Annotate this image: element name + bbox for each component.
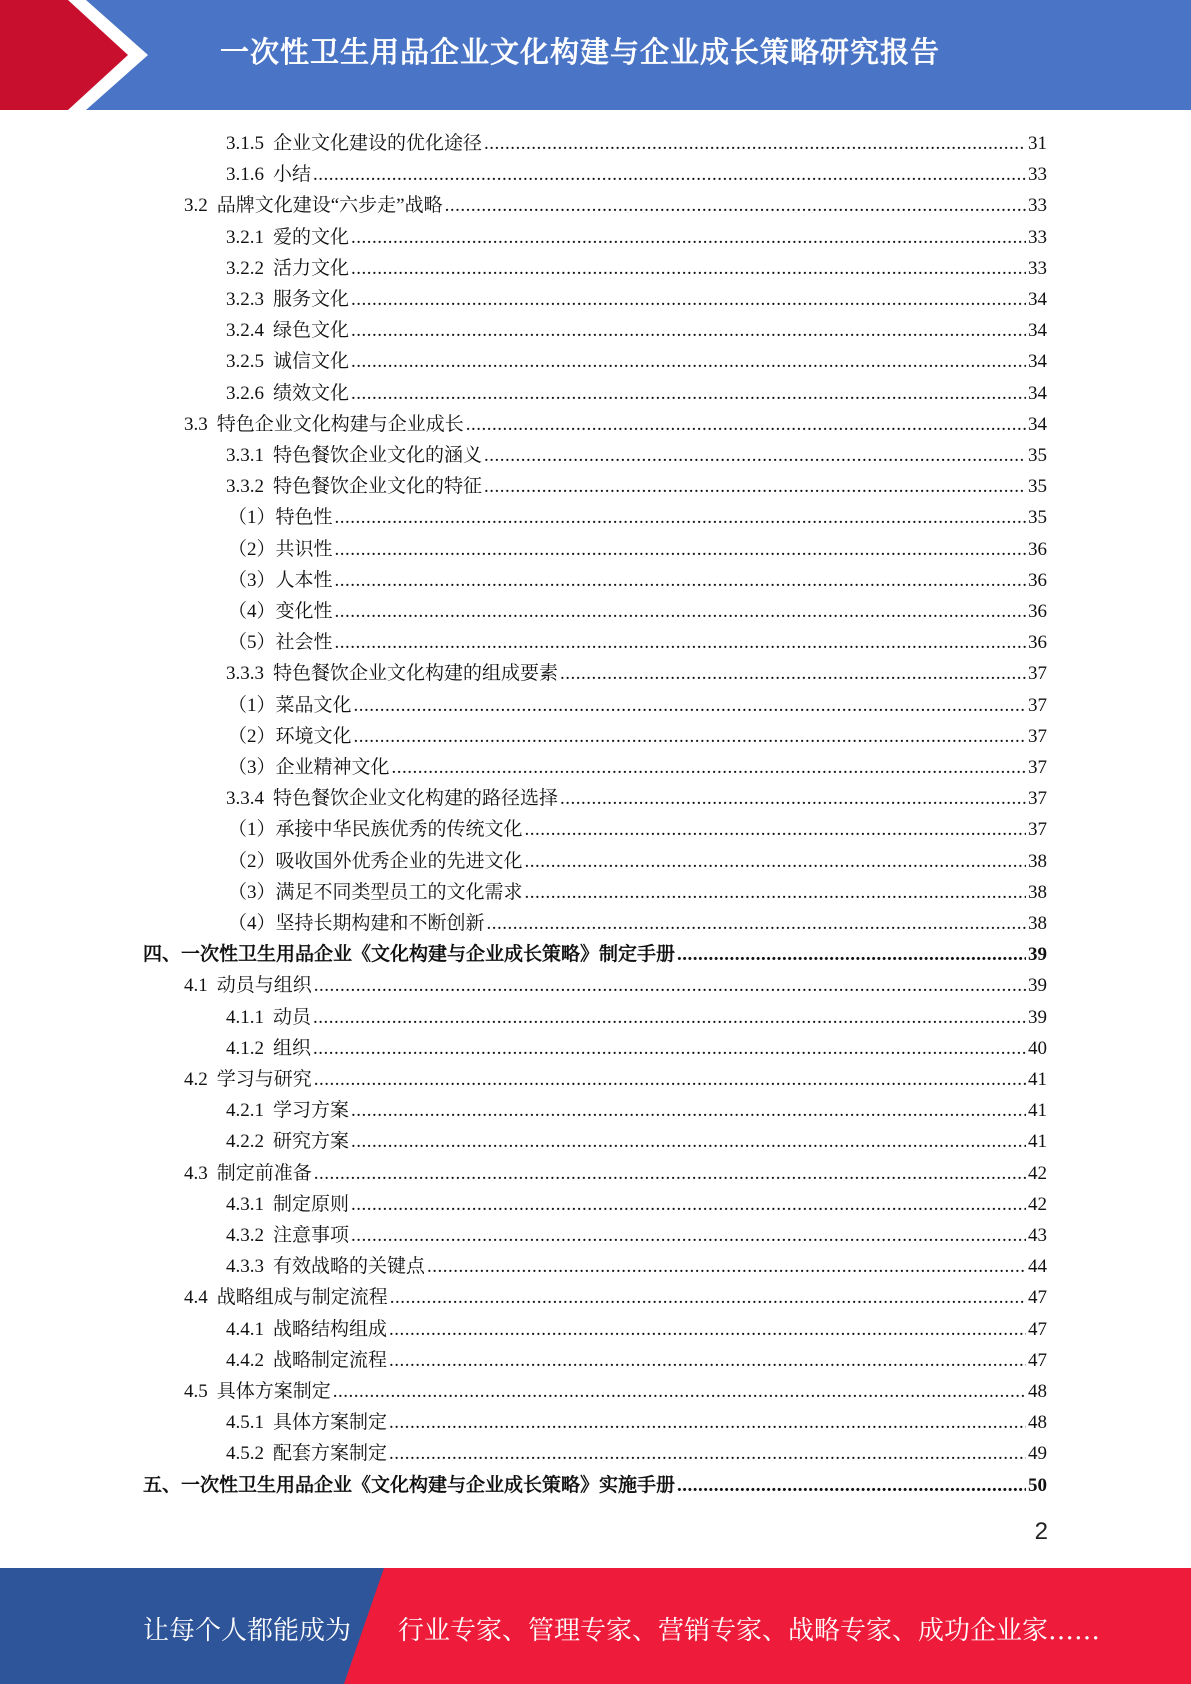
toc-entry[interactable]: [184, 1376, 1047, 1407]
toc-entry-number: 3.2.2: [226, 257, 264, 279]
toc-entry-page: 41: [1028, 1069, 1047, 1090]
toc-entry-number: 4.4: [184, 1287, 208, 1309]
toc-entry-page: 38: [1028, 850, 1047, 872]
toc-entry-title: 特色餐饮企业文化构建的路径选择: [273, 788, 559, 810]
toc-entry[interactable]: [143, 939, 1047, 970]
toc-dot-leader: [677, 939, 1026, 970]
toc-entry-title: （1）承接中华民族优秀的传统文化: [228, 819, 523, 841]
toc-entry[interactable]: [228, 877, 1047, 908]
toc-entry[interactable]: [226, 1126, 1047, 1157]
toc-entry-page: 34: [1028, 413, 1047, 435]
toc-entry-title: 具体方案制定: [216, 1381, 331, 1402]
toc-entry-page: 33: [1028, 257, 1047, 279]
toc-dot-leader: [389, 1345, 1026, 1376]
toc-entry-title: 小结: [273, 164, 312, 186]
toc-dot-leader: [333, 1376, 1026, 1407]
toc-entry-page: 38: [1028, 881, 1047, 903]
toc-entry-page: 48: [1028, 1381, 1047, 1402]
toc-dot-leader: [484, 471, 1026, 502]
toc-entry-number: 4.4.2: [226, 1349, 264, 1371]
toc-entry-number: 4.5.1: [226, 1412, 264, 1434]
toc-entry-page: 36: [1028, 632, 1047, 654]
toc-entry-page: 35: [1028, 445, 1047, 466]
toc-entry-title: 学习与研究: [216, 1069, 312, 1090]
toc-entry-page: 42: [1028, 1193, 1047, 1215]
toc-entry-number: 3.2.6: [226, 382, 264, 404]
footer-slogan-left: 让每个人都能成为: [143, 1616, 352, 1646]
toc-dot-leader: [314, 1158, 1026, 1189]
toc-entry-page: 31: [1028, 133, 1047, 154]
toc-entry[interactable]: [184, 190, 1047, 221]
toc-entry-page: 41: [1028, 1131, 1047, 1153]
toc-dot-leader: [484, 128, 1026, 159]
toc-entry-number: 3.2.3: [226, 289, 264, 310]
toc-entry-title: （1）特色性: [228, 507, 333, 529]
toc-entry-title: （2）吸收国外优秀企业的先进文化: [228, 850, 523, 872]
toc-entry-title: 学习方案: [273, 1100, 350, 1122]
toc-entry-number: 3.1.6: [226, 164, 264, 186]
toc-dot-leader: [389, 1407, 1026, 1438]
toc-entry-number: 3.3: [184, 413, 208, 435]
toc-entry[interactable]: [226, 222, 1047, 253]
toc-entry-title: 绩效文化: [273, 382, 350, 404]
toc-dot-leader: [314, 970, 1026, 1001]
toc-dot-leader: [560, 783, 1026, 814]
toc-entry-page: 47: [1028, 1318, 1047, 1340]
toc-dot-leader: [335, 502, 1026, 533]
toc-entry-number: 4.3: [184, 1162, 208, 1184]
toc-dot-leader: [525, 877, 1026, 908]
toc-entry-title: （2）共识性: [228, 538, 333, 560]
toc-dot-leader: [560, 658, 1026, 689]
toc-entry-page: 44: [1028, 1256, 1047, 1278]
toc-entry-page: 39: [1028, 1006, 1047, 1028]
toc-entry-number: 4.2.1: [226, 1100, 264, 1122]
toc-dot-leader: [351, 378, 1026, 409]
toc-entry[interactable]: [184, 409, 1047, 440]
toc-entry-title: 绿色文化: [273, 320, 350, 342]
toc-dot-leader: [354, 721, 1026, 752]
toc-entry-title: 具体方案制定: [273, 1412, 388, 1434]
toc-entry[interactable]: [228, 534, 1047, 565]
toc-entry-title: 爱的文化: [273, 226, 350, 248]
toc-dot-leader: [351, 1189, 1026, 1220]
toc-entry-title: 制定原则: [273, 1193, 350, 1215]
toc-entry-title: 配套方案制定: [273, 1443, 388, 1465]
toc-dot-leader: [484, 440, 1026, 471]
toc-entry[interactable]: [226, 658, 1047, 689]
toc-entry[interactable]: [228, 752, 1047, 783]
toc-entry-title: 注意事项: [273, 1225, 350, 1246]
toc-entry-title: 特色餐饮企业文化的涵义: [273, 445, 483, 466]
toc-dot-leader: [351, 1126, 1026, 1157]
toc-entry[interactable]: [226, 284, 1047, 315]
toc-entry[interactable]: [226, 1189, 1047, 1220]
toc-entry-number: 4.3.3: [226, 1256, 264, 1278]
toc-entry[interactable]: [226, 1220, 1047, 1251]
toc-entry-page: 38: [1028, 913, 1047, 934]
toc-dot-leader: [525, 814, 1026, 845]
toc-dot-leader: [351, 1095, 1026, 1126]
toc-entry-title: （2）环境文化: [228, 725, 352, 747]
toc-entry-number: 3.3.1: [226, 445, 264, 466]
toc-entry-page: 34: [1028, 351, 1047, 373]
toc-entry-title: 制定前准备: [216, 1162, 312, 1184]
toc-dot-leader: [677, 1470, 1026, 1501]
toc-entry-number: 3.2.5: [226, 351, 264, 373]
toc-dot-leader: [314, 1064, 1026, 1095]
toc-dot-leader: [487, 908, 1026, 939]
toc-entry-title: 四、一次性卫生用品企业《文化构建与企业成长策略》制定手册: [143, 944, 676, 966]
toc-entry-title: 服务文化: [273, 289, 350, 310]
toc-entry-page: 39: [1028, 975, 1047, 997]
toc-entry-number: 4.1.1: [226, 1006, 264, 1028]
page-number: 2: [1034, 1518, 1048, 1545]
toc-entry[interactable]: [228, 596, 1047, 627]
toc-entry-number: 4.1: [184, 975, 208, 997]
toc-dot-leader: [335, 534, 1026, 565]
toc-entry[interactable]: [226, 783, 1047, 814]
toc-dot-leader: [351, 253, 1026, 284]
toc-entry-title: 企业文化建设的优化途径: [273, 133, 483, 154]
toc-entry-title: 诚信文化: [273, 351, 350, 373]
toc-entry[interactable]: [226, 315, 1047, 346]
toc-entry-title: 组织: [273, 1037, 312, 1059]
toc-entry-number: 4.1.2: [226, 1037, 264, 1059]
toc-entry-number: 3.3.3: [226, 663, 264, 685]
toc-entry[interactable]: [226, 378, 1047, 409]
toc-dot-leader: [389, 1314, 1026, 1345]
toc-entry[interactable]: [184, 970, 1047, 1001]
toc-entry-title: 动员: [273, 1006, 312, 1028]
toc-entry-title: 五、一次性卫生用品企业《文化构建与企业成长策略》实施手册: [143, 1474, 676, 1496]
toc-entry-title: （4）变化性: [228, 601, 333, 622]
toc-entry[interactable]: [143, 1470, 1047, 1501]
toc-entry-page: 42: [1028, 1162, 1047, 1184]
toc-entry-page: 35: [1028, 507, 1047, 529]
toc-entry-page: 33: [1028, 195, 1047, 217]
toc-entry-number: 4.5.2: [226, 1443, 264, 1465]
toc-dot-leader: [351, 222, 1026, 253]
chevron-arrow-icon: [0, 0, 160, 110]
toc-entry-number: 4.3.2: [226, 1225, 264, 1246]
footer-slogan-right: 行业专家、管理专家、营销专家、战略专家、成功企业家……: [398, 1616, 1101, 1646]
toc-entry[interactable]: [226, 159, 1047, 190]
toc-entry-page: 41: [1028, 1100, 1047, 1122]
toc-entry-page: 48: [1028, 1412, 1047, 1434]
toc-entry-title: 活力文化: [273, 257, 350, 279]
toc-entry-title: 品牌文化建设“六步走”战略: [216, 195, 443, 217]
toc-entry[interactable]: [228, 627, 1047, 658]
toc-entry-title: 特色企业文化构建与企业成长: [216, 413, 464, 435]
toc-entry-number: 4.3.1: [226, 1193, 264, 1215]
toc-entry-page: 49: [1028, 1443, 1047, 1465]
toc-entry-title: 战略组成与制定流程: [216, 1287, 388, 1309]
toc-entry-number: 3.2: [184, 195, 208, 217]
toc-entry-title: 战略制定流程: [273, 1349, 388, 1371]
toc-dot-leader: [351, 284, 1026, 315]
toc-dot-leader: [351, 315, 1026, 346]
toc-dot-leader: [313, 1002, 1026, 1033]
toc-entry[interactable]: [226, 1438, 1047, 1469]
toc-entry[interactable]: [226, 253, 1047, 284]
toc-entry-page: 37: [1028, 819, 1047, 841]
toc-entry[interactable]: [184, 1158, 1047, 1189]
toc-entry-number: 3.1.5: [226, 133, 264, 154]
toc-entry-page: 36: [1028, 601, 1047, 622]
toc-entry-number: 4.4.1: [226, 1318, 264, 1340]
toc-entry-page: 36: [1028, 538, 1047, 560]
toc-entry-page: 37: [1028, 694, 1047, 716]
toc-entry-title: 特色餐饮企业文化的特征: [273, 476, 483, 498]
toc-dot-leader: [313, 159, 1026, 190]
toc-dot-leader: [427, 1251, 1026, 1282]
toc-entry-number: 3.2.1: [226, 226, 264, 248]
toc-entry-page: 37: [1028, 725, 1047, 747]
toc-dot-leader: [313, 1033, 1026, 1064]
toc-entry-title: （4）坚持长期构建和不断创新: [228, 913, 485, 934]
toc-entry-page: 47: [1028, 1349, 1047, 1371]
toc-entry-title: （3）人本性: [228, 569, 333, 591]
toc-entry-page: 34: [1028, 320, 1047, 342]
toc-entry-title: 战略结构组成: [273, 1318, 388, 1340]
toc-entry[interactable]: [226, 1345, 1047, 1376]
toc-entry-number: 4.2.2: [226, 1131, 264, 1153]
toc-entry[interactable]: [228, 721, 1047, 752]
toc-entry-page: 37: [1028, 788, 1047, 810]
toc-entry-title: 特色餐饮企业文化构建的组成要素: [273, 663, 559, 685]
toc-dot-leader: [392, 752, 1026, 783]
toc-entry-title: 有效战略的关键点: [273, 1256, 426, 1278]
toc-entry-number: 3.3.4: [226, 788, 264, 810]
toc-dot-leader: [335, 565, 1026, 596]
toc-entry-title: （1）菜品文化: [228, 694, 352, 716]
toc-entry[interactable]: [184, 1282, 1047, 1313]
toc-entry-title: 研究方案: [273, 1131, 350, 1153]
toc-entry-page: 43: [1028, 1225, 1047, 1246]
toc-entry-page: 35: [1028, 476, 1047, 498]
toc-dot-leader: [354, 690, 1026, 721]
toc-entry-title: （3）企业精神文化: [228, 757, 390, 778]
toc-entry[interactable]: [226, 471, 1047, 502]
toc-dot-leader: [445, 190, 1026, 221]
toc-entry[interactable]: [228, 846, 1047, 877]
toc-entry[interactable]: [228, 908, 1047, 939]
toc-entry-title: 动员与组织: [216, 975, 312, 997]
toc-entry[interactable]: [228, 690, 1047, 721]
toc-entry[interactable]: [226, 1407, 1047, 1438]
toc-entry[interactable]: [226, 1033, 1047, 1064]
toc-entry-page: 33: [1028, 226, 1047, 248]
toc-entry[interactable]: [226, 346, 1047, 377]
toc-dot-leader: [390, 1282, 1026, 1313]
toc-entry[interactable]: [226, 1002, 1047, 1033]
toc-entry-page: 33: [1028, 164, 1047, 186]
toc-entry-page: 47: [1028, 1287, 1047, 1309]
toc-dot-leader: [351, 346, 1026, 377]
toc-entry-page: 50: [1028, 1474, 1047, 1496]
toc-entry-page: 39: [1028, 944, 1047, 966]
toc-entry-number: 3.2.4: [226, 320, 264, 342]
toc-dot-leader: [525, 846, 1026, 877]
page-header: [0, 0, 1191, 110]
toc-entry-page: 37: [1028, 663, 1047, 685]
toc-entry[interactable]: [226, 1095, 1047, 1126]
toc-entry-title: （3）满足不同类型员工的文化需求: [228, 881, 523, 903]
toc-entry[interactable]: [228, 502, 1047, 533]
toc-entry[interactable]: [184, 1064, 1047, 1095]
toc-entry-title: （5）社会性: [228, 632, 333, 654]
toc-dot-leader: [335, 596, 1026, 627]
toc-entry-number: 3.3.2: [226, 476, 264, 498]
report-title: 一次性卫生用品企业文化构建与企业成长策略研究报告: [220, 35, 941, 69]
toc-dot-leader: [335, 627, 1026, 658]
toc-entry-page: 34: [1028, 289, 1047, 310]
toc-dot-leader: [351, 1220, 1026, 1251]
toc-entry-page: 37: [1028, 757, 1047, 778]
toc-dot-leader: [389, 1438, 1026, 1469]
toc-entry[interactable]: [228, 814, 1047, 845]
toc-entry-page: 36: [1028, 569, 1047, 591]
page-footer: [0, 1568, 1191, 1684]
toc-entry[interactable]: [226, 128, 1047, 159]
toc-entry[interactable]: [228, 565, 1047, 596]
toc-entry[interactable]: [226, 1251, 1047, 1282]
toc-entry[interactable]: [226, 1314, 1047, 1345]
toc-entry-number: 4.2: [184, 1069, 208, 1090]
toc-entry[interactable]: [226, 440, 1047, 471]
toc-entry-page: 34: [1028, 382, 1047, 404]
toc-dot-leader: [466, 409, 1026, 440]
toc-entry-page: 40: [1028, 1037, 1047, 1059]
toc-entry-number: 4.5: [184, 1381, 208, 1402]
